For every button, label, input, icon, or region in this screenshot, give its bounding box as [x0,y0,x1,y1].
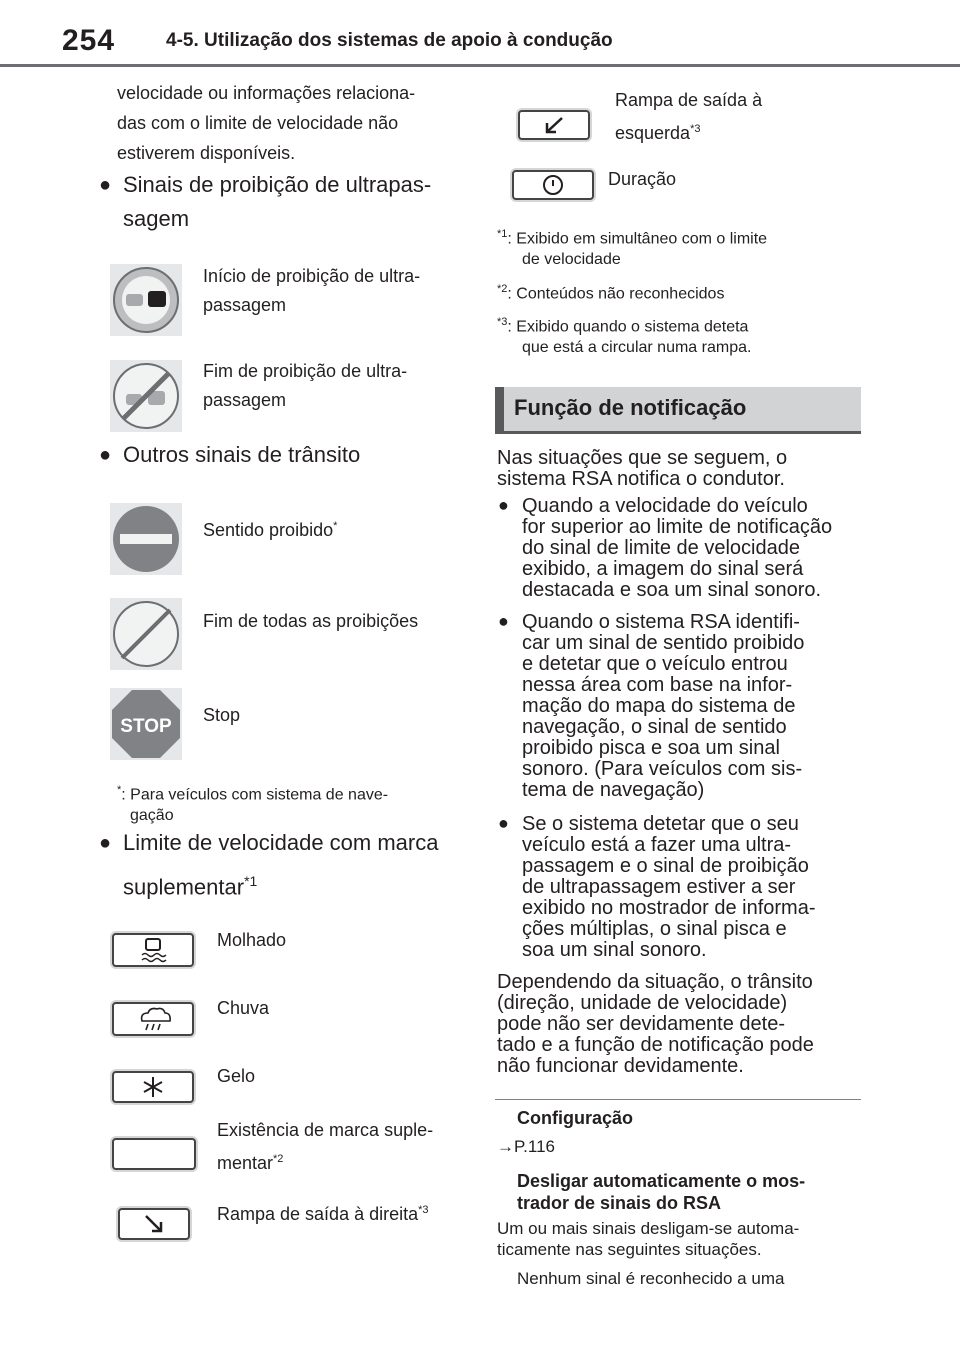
blank-plate-icon [112,1138,196,1170]
bullet-supplementary: ● Limite de velocidade com marca suplementar$^{*1}$ [123,826,438,904]
notification-bullet-1: ● Quando a velocidade do veículo for superior ao limite de notificação do sinal de limite de velocidade exibido, a imagem do sinal será destacada e soa um sinal sonoro. [498,495,833,601]
ice-plate-icon [112,1071,194,1103]
bullet-dot-icon: ● [99,444,112,466]
left-exit-ramp-plate-icon [518,110,590,140]
sign-label-stop: Stop [203,705,241,725]
sign-label-no-entry: Sentido proibido* [203,520,338,540]
footnote-navigation: *: Para veículos com sistema de nave- gação [117,784,389,825]
section-header [495,387,861,431]
sign-label-right-exit: Rampa de saída à direita$^{*3}$ [217,1204,429,1224]
sign-label-end-all: Fim de todas as proibições [203,611,419,631]
rain-plate-icon [112,1002,194,1036]
duration-plate-icon [512,170,594,200]
intro-paragraph: velocidade ou informações relaciona- das com o limite de velocidade não estiverem disponíveis. [117,83,416,163]
sign-label-ice: Gelo [217,1066,256,1086]
right-exit-ramp-plate-icon [118,1208,190,1240]
section-title: Função de notificação [514,395,747,420]
end-no-overtaking-sign-icon [110,360,182,437]
bullet-dot-icon: ● [498,813,509,833]
sign-label-rain: Chuva [217,998,270,1018]
no-overtaking-sign-icon [110,264,182,341]
bullet-dot-icon: ● [498,611,509,631]
header-divider [0,64,960,67]
footnote-1: $^{*1}$: Exibido em simultâneo com o limite de velocidade [497,228,768,269]
footnote-2: $^{*2}$: Conteúdos não reconhecidos [497,283,725,303]
end-all-restrictions-sign-icon [110,598,182,675]
notification-bullet-3: ● Se o sistema detetar que o seu veículo está a fazer uma ultra- passagem e o sinal de proibição de ultrapassagem estiver a ser exibido no mostrador de informa- ções múltiplas, o sinal pisca e soa um sinal sonoro. [498,813,816,961]
auto-off-item: Nenhum sinal é reconhecido a uma [517,1269,785,1288]
section-underline [495,431,861,434]
bullet-dot-icon: ● [498,495,509,515]
stop-sign-text: STOP [120,716,172,737]
closing-paragraph: Dependendo da situação, o trânsito (direção, unidade de velocidade) pode não ser devidamente dete- tado e a função de notificação pode não funcionar devidamente. [497,971,814,1077]
auto-off-heading: Desligar automaticamente o mos- trador de sinais do RSA [517,1171,806,1213]
wet-road-plate-icon [112,933,194,967]
config-heading: Configuração [517,1108,634,1128]
sign-label-no-overtaking: Início de proibição de ultra- passagem [203,266,421,315]
sign-label-duration: Duração [608,169,677,189]
config-page-reference[interactable]: →P.116 [497,1137,555,1156]
bullet-overtaking: ● Sinais de proibição de ultrapas- sagem [123,168,431,236]
section-intro: Nas situações que se seguem, o sistema RSA notifica o condutor. [497,447,788,490]
chapter-title: 4-5. Utilização dos sistemas de apoio à condução [166,30,613,51]
auto-off-paragraph: Um ou mais sinais desligam-se automa- ticamente nas seguintes situações. [497,1219,800,1259]
sign-label-end-no-overtaking: Fim de proibição de ultra- passagem [203,361,408,410]
sign-label-left-exit: Rampa de saída à esquerda$^{*3}$ [615,90,763,143]
section-accent [495,387,504,431]
bullet-dot-icon: ● [99,832,112,854]
bullet-dot-icon: ● [99,174,112,196]
footnote-3: $^{*3}$: Exibido quando o sistema deteta que está a circular numa rampa. [497,316,752,357]
bullet-other-signs: ● Outros sinais de trânsito [123,438,360,472]
notification-bullet-2: ● Quando o sistema RSA identifi- car um sinal de sentido proibido e detetar que o veículo entrou nessa área com base na infor- mação do mapa do sistema de navegação, o sinal de sentido proibido pisca e soa um sinal sonoro. (Para veículos com sis- tema de navegação) [498,611,805,801]
sign-label-blank: Existência de marca suple- mentar$^{*2}$ [217,1120,434,1173]
subsection-divider [495,1099,861,1100]
stop-sign-icon [110,688,182,765]
page-number: 254 [62,24,116,57]
no-entry-sign-icon [110,503,182,580]
sign-label-wet: Molhado [217,930,287,950]
